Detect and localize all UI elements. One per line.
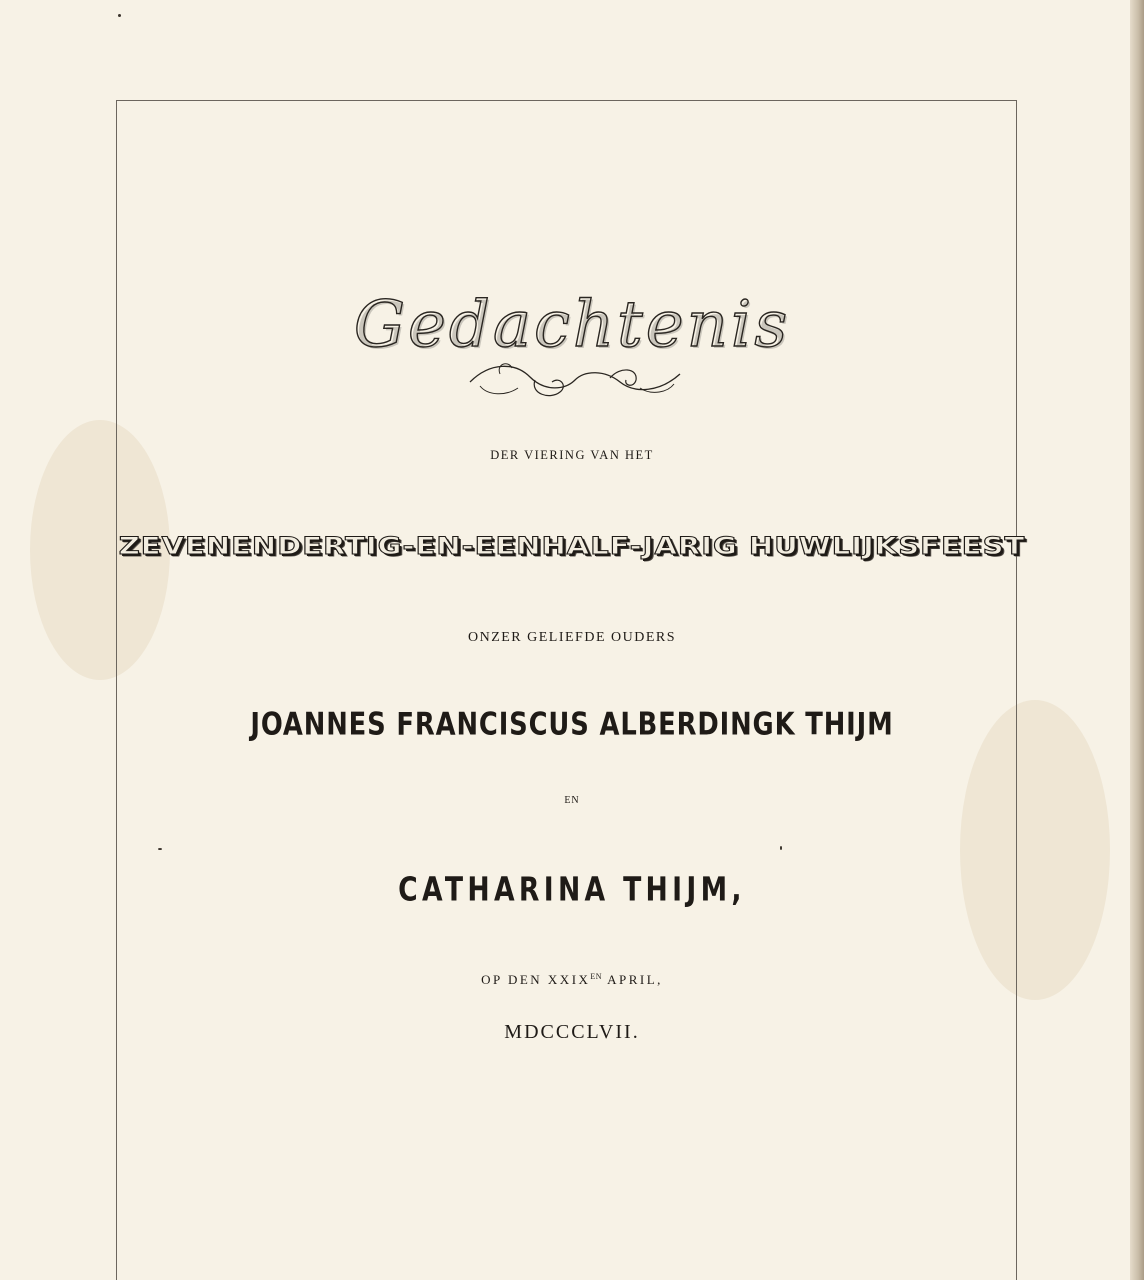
page-title: Gedachtenis <box>353 288 791 362</box>
conjunction-en: EN <box>564 795 580 806</box>
wife-name: CATHARINA THIJM, <box>398 871 746 909</box>
year-roman: MDCCCLVII. <box>504 1021 640 1043</box>
husband-name: JOANNES FRANCISCUS ALBERDINGK THIJM <box>250 706 894 743</box>
parents-line: ONZER GELIEFDE OUDERS <box>467 630 677 645</box>
subtitle-der: DER VIERING VAN HET <box>490 448 654 462</box>
date-line <box>0 972 1144 988</box>
anniversary-heading: ZEVENENDERTIG-EN-EENHALF-JARIG HUWLIJKSFEEST <box>118 532 1026 560</box>
date-superscript: EN <box>590 972 603 981</box>
ornamental-flourish <box>460 352 690 402</box>
date-prefix: OP DEN XXIX <box>481 972 591 987</box>
date-suffix: APRIL, <box>602 972 663 987</box>
printed-border-frame <box>116 100 1017 1280</box>
ink-speck <box>118 14 121 17</box>
